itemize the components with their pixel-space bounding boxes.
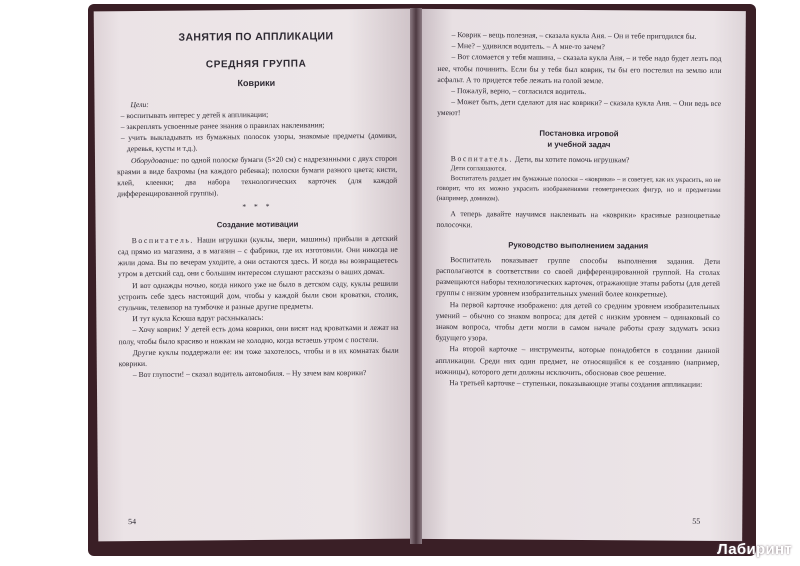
paragraph: Другие куклы поддержали ее: им тоже захотелось, чтобы и в их комнатах были коврики. <box>118 345 399 369</box>
goal-item: – учить выкладывать из бумажных полосок узоры, знакомые предметы (домики, деревья, кусты и т.д.). <box>120 130 397 154</box>
dialogue-line: – Пожалуй, верно, – согласился водитель. <box>451 86 587 97</box>
equipment-paragraph <box>117 152 397 199</box>
paragraph-text: Дети, вы хотите помочь игрушкам? <box>512 154 630 165</box>
paragraph: – Вот глупости! – сказал водитель автомобиля. – Ну зачем вам коврики? <box>132 368 367 380</box>
topic-title: Коврики <box>237 78 276 89</box>
paragraph: На второй карточке – инструменты, которые понадобятся в создании данной аппликации. Среди них один предмет, не относящийся к ее созданию (например, ножницы), которого дети должны исключить, обосновав свое решение. <box>435 344 720 378</box>
left-page <box>94 9 417 542</box>
goal-item: – воспитывать интерес у детей к аппликации; <box>120 109 269 120</box>
watermark-logo: Лабиринт <box>717 541 792 558</box>
paragraph: И тут кукла Ксюша вдруг расхныкалась: <box>132 313 264 324</box>
section-divider-stars: * * * <box>242 202 273 212</box>
motivation-title: Создание мотивации <box>216 219 299 229</box>
paragraph: Воспитатель показывает группе способы выполнения задания. Дети располагаются в соответствии со своей дифференцированной группой. На столах размещаются наборы технологических карточек, отражающие этапы работы (для детей группы с низким уровнем изобразительных умений более конкретные). <box>435 254 721 300</box>
speaker: Воспитатель. <box>450 154 514 164</box>
goal-item: – закреплять усвоенные ранее знания о правилах наклеивания; <box>120 120 325 132</box>
page-number-right: 55 <box>692 516 701 526</box>
paragraph: На первой карточке изображено: для детей со средним уровнем изобразительных умений – обычно со знаком вопроса; для детей с низким уровнем – одинаковый со знаком вопроса, чтобы дети могли в самом начале работы сразу задумать эскиз будущего узора. <box>435 299 720 343</box>
section-title: ЗАНЯТИЯ ПО АППЛИКАЦИИ <box>178 30 334 44</box>
task-title-line-2: и учебной задач <box>547 139 611 150</box>
speaker: Воспитатель. <box>131 235 194 245</box>
dialogue-line: – Может быть, дети сделают для нас коврики? – сказала кукла Аня. – Они ведь все умеют! <box>437 97 722 118</box>
equipment-text: по одной полоске бумаги (5×20 см) с надрезанными с двух сторон краями в виде бахромы (на каждого ребенка); полоски бумаги разного цвета; кисти, клей, клеенки; два набора технологических карточек (для каждой дифференцированной группы). <box>117 153 398 199</box>
page-number-left: 54 <box>128 516 137 526</box>
stage-note: Воспитатель раздает им бумажные полоски – «коврики» – и советует, как их украсить, но не говорит, что их можно украсить изображениями геометрических фигур, но и предметами (например, домиком). <box>436 175 721 203</box>
paragraph <box>118 233 398 280</box>
book-spine <box>410 8 422 544</box>
task-title-line-1: Постановка игровой <box>539 128 619 138</box>
guidance-title: Руководство выполнением задания <box>508 240 649 251</box>
dialogue-line: – Коврик – вещь полезная, – сказала кукла Аня. – Он и тебе пригодился бы. <box>451 30 697 41</box>
paragraph: На третьей карточке – ступеньки, показывающие этапы создания аппликации: <box>449 378 703 389</box>
right-page <box>416 9 746 541</box>
stage-note: Дети соглашаются. <box>450 165 507 173</box>
equipment-label: Оборудование: <box>130 155 180 165</box>
goals-label: Цели: <box>130 99 149 109</box>
paragraph-text: Наши игрушки (куклы, звери, машины) прибыли в детский сад прямо из магазина, а в магазин – с фабрики, где их изготовили. Они никогда не жили дома. Вы по вечерам уходите, а они остаются здесь. И когда вы возвращаетесь утром в детский сад, они с большим интересом слушают рассказы о ваших домах. <box>117 233 398 279</box>
paragraph: – Хочу коврик! У детей есть дома коврики, они висят над кроватками и лежат на полу, чтобы было красиво и ножкам не холодно, когда встаешь утром с постели. <box>118 323 399 346</box>
paragraph: И вот однажды ночью, когда никого уже не было в детском саду, куклы решили устроить себе здесь настоящий дом, чтобы у каждой были свои кроватки, столик, стульчик, телевизор на тумбочке и разные другие предметы. <box>118 278 399 313</box>
dialogue-line: – Вот сломается у тебя машина, – сказала кукла Аня, – и тебе надо будет лезть под нее, чтобы починить. Если бы у тебя был коврик, ты бы его постелил на землю или асфальт. А то придется тебе лежать на голой земле. <box>437 52 722 85</box>
dialogue-line: – Мне? – удивился водитель. – А мне-то зачем? <box>451 41 605 52</box>
paragraph: А теперь давайте научимся наклеивать на «коврики» красивые разноцветные полосочки. <box>436 209 721 230</box>
group-title: СРЕДНЯЯ ГРУППА <box>205 58 307 71</box>
